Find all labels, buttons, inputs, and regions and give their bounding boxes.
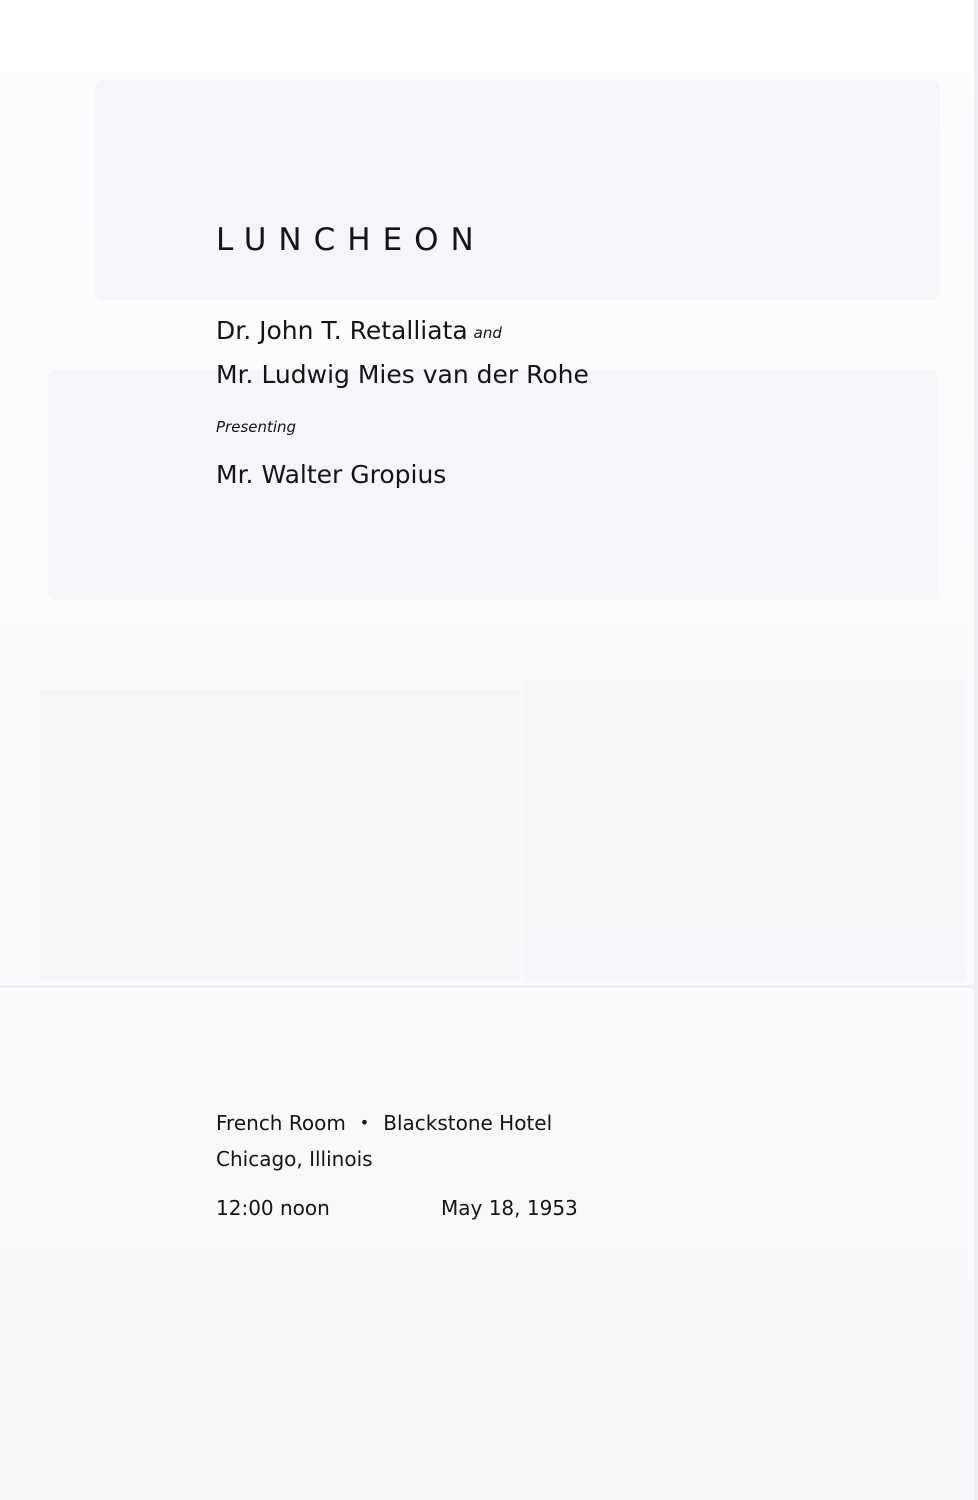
event-time: 12:00 noon xyxy=(216,1196,330,1220)
bullet-separator: • xyxy=(359,1113,370,1132)
guest-name: Mr. Walter Gropius xyxy=(216,460,447,489)
venue-room: French Room xyxy=(216,1111,346,1135)
event-date: May 18, 1953 xyxy=(441,1196,578,1220)
venue-city: Chicago, Illinois xyxy=(216,1147,373,1171)
host-name: Dr. John T. Retalliata xyxy=(216,316,468,345)
host-name: Mr. Ludwig Mies van der Rohe xyxy=(216,360,589,389)
venue-line xyxy=(216,1111,552,1135)
presenting-label: Presenting xyxy=(216,418,297,436)
host-line-1 xyxy=(216,316,502,345)
host-line-2 xyxy=(216,360,589,389)
guest-of-honor xyxy=(216,460,446,489)
venue-hotel: Blackstone Hotel xyxy=(383,1111,553,1135)
host-conjunction: and xyxy=(473,324,502,342)
page-title: LUNCHEON xyxy=(216,222,486,258)
